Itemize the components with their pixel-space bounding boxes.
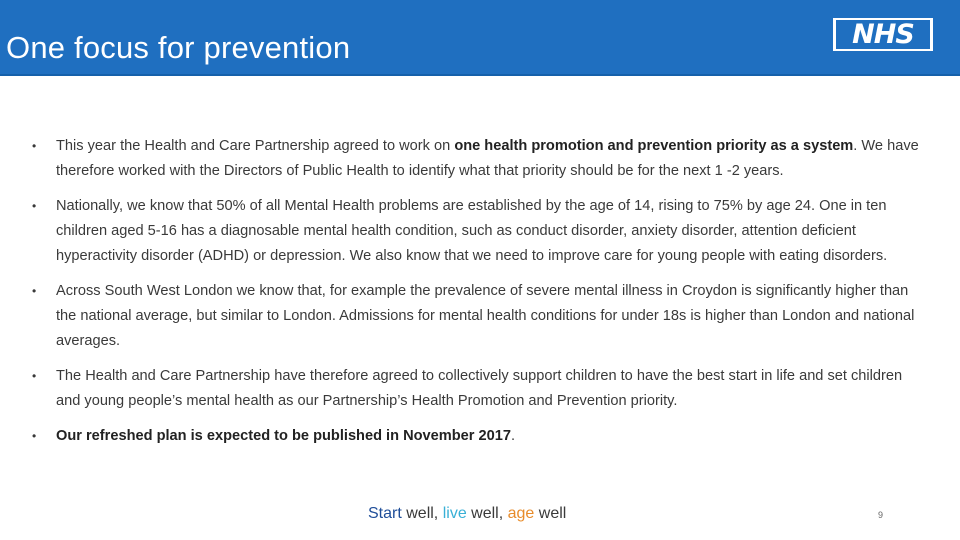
bullet-text: Across South West London we know that, for example the prevalence of severe mental illness in Croydon is significantly higher than the national average, but similar to London. Admissions for mental health conditions for under 18s is higher than London and national averages.: [56, 283, 915, 349]
slide-header: [0, 0, 960, 76]
bullet-text: The Health and Care Partnership have therefore agreed to collectively support children to have the best start in life and set children and young people’s mental health as our Partnership’s Health Promotion and Prevention priority.: [56, 368, 903, 409]
bullet-dot-icon: •: [32, 139, 37, 153]
nhs-logo-text: NHS: [836, 20, 930, 49]
tagline-sep: well,: [466, 505, 508, 522]
bullet-text: This year the Health and Care Partnership agreed to work on: [56, 138, 455, 154]
page-number: 9: [878, 510, 884, 520]
bullet-item: [28, 134, 928, 184]
tagline-start: Start: [368, 505, 402, 522]
bullet-item: [28, 279, 928, 354]
bullet-text: Nationally, we know that 50% of all Mental Health problems are established by the age of 14, rising to 75% by age 24. One in ten children aged 5-16 has a diagnosable mental health condition, such as conduct disorder, anxiety disorder, attention deficient hyperactivity disorder (ADHD) or depression. We also know that we need to improve care for young people with eating disorders.: [56, 198, 888, 264]
tagline-end: well: [534, 505, 567, 522]
tagline-age: age: [507, 505, 535, 522]
bullet-text: .: [510, 428, 516, 444]
bullet-list: [28, 134, 928, 459]
bullet-text-bold: Our refreshed plan is expected to be published in November 2017: [56, 428, 511, 444]
bullet-text-bold: one health promotion and prevention priority as a system: [454, 138, 854, 154]
bullet-dot-icon: •: [32, 284, 37, 298]
bullet-text: . We have therefore worked with the Directors of Public Health to identify what that priority should be for the next 1 -2 years.: [56, 138, 919, 179]
nhs-logo: [833, 18, 933, 51]
bullet-item: [28, 194, 928, 269]
bullet-item: [28, 424, 928, 449]
bullet-dot-icon: •: [32, 429, 37, 443]
bullet-dot-icon: •: [32, 199, 37, 213]
tagline-sep: well,: [401, 505, 443, 522]
tagline-live: live: [442, 505, 467, 522]
bullet-item: [28, 364, 928, 414]
footer-tagline: [368, 505, 566, 523]
bullet-dot-icon: •: [32, 369, 37, 383]
page-title: One focus for prevention: [6, 30, 351, 65]
